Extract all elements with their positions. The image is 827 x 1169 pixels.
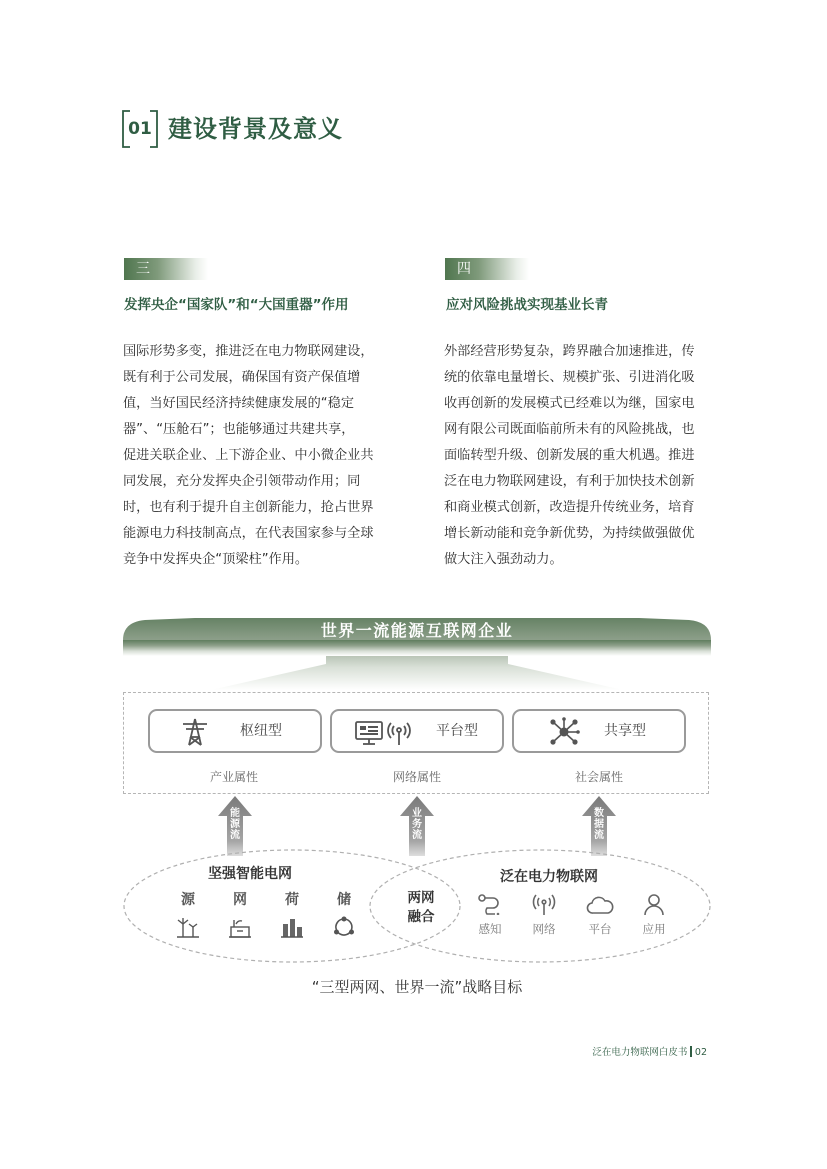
body-line: 泛在电力物联网建设，有利于加快技术创新 bbox=[444, 474, 695, 489]
smart-grid-title: 坚强智能电网 bbox=[208, 866, 292, 882]
wind-turbine-icon bbox=[176, 916, 200, 938]
type-label: 枢纽型 bbox=[240, 723, 282, 739]
body-line: 同发展，充分发挥央企引领带动作用；同 bbox=[123, 474, 361, 489]
cloud-icon bbox=[586, 895, 614, 915]
attribute-label: 产业属性 bbox=[209, 770, 258, 784]
flow-label: 业务流 bbox=[412, 808, 422, 841]
grid-item-label: 网 bbox=[233, 892, 247, 908]
attribute-label: 网络属性 bbox=[392, 770, 441, 784]
body-line: 既有利于公司发展，确保国有资产保值增 bbox=[123, 370, 361, 385]
strategy-goal-caption: “三型两网、世界一流”战略目标 bbox=[311, 978, 523, 996]
grid-item-label: 源 bbox=[181, 892, 195, 908]
type-label: 共享型 bbox=[604, 723, 646, 739]
left-heading: 发挥央企“国家队”和“大国重器”作用 bbox=[124, 297, 349, 313]
grid-item-label: 储 bbox=[337, 892, 351, 908]
type-card-share bbox=[512, 709, 686, 753]
page-footer bbox=[592, 1044, 707, 1058]
body-line: 竞争中发挥央企“顶梁柱”作用。 bbox=[123, 552, 309, 567]
page-number: 02 bbox=[694, 1047, 707, 1058]
type-card-hub bbox=[148, 709, 322, 753]
sensor-icon bbox=[477, 893, 503, 915]
body-line: 增长新动能和竞争新优势，为持续做强做优 bbox=[444, 526, 695, 541]
body-line: 能源电力科技制高点，在代表国家参与全球 bbox=[123, 526, 374, 541]
iot-item-label: 平台 bbox=[588, 922, 612, 936]
network-nodes-icon bbox=[548, 717, 580, 747]
body-line: 做大注入强劲动力。 bbox=[444, 552, 563, 567]
section-number: 01 bbox=[128, 119, 152, 139]
body-line: 促进关联企业、上下游企业、中小微企业共 bbox=[123, 448, 374, 463]
body-line: 收再创新的发展模式已经难以为继，国家电 bbox=[444, 396, 695, 411]
attribute-label: 社会属性 bbox=[574, 770, 623, 784]
badge-label: 三 bbox=[136, 261, 150, 277]
body-line: 统的依靠电量增长、规模扩张、引进消化吸 bbox=[444, 370, 695, 385]
section-title: 建设背景及意义 bbox=[168, 115, 343, 143]
badge-label: 四 bbox=[457, 261, 471, 277]
iot-item-label: 网络 bbox=[532, 922, 556, 936]
monitor-signal-icon bbox=[354, 719, 412, 747]
section-badge-left bbox=[124, 258, 208, 280]
flow-label: 能源流 bbox=[230, 808, 240, 841]
type-label: 平台型 bbox=[436, 723, 478, 739]
body-line: 外部经营形势复杂，跨界融合加速推进，传 bbox=[444, 344, 695, 359]
body-line: 面临转型升级、创新发展的重大机遇。推进 bbox=[444, 448, 695, 463]
body-line: 器”、“压舱石”；也能够通过共建共享， bbox=[123, 422, 355, 437]
grid-item-label: 荷 bbox=[285, 892, 299, 908]
body-line: 值，当好国民经济持续健康发展的“稳定 bbox=[123, 396, 355, 411]
body-line: 时，也有利于提升自主创新能力，抢占世界 bbox=[123, 500, 374, 515]
section-badge-right bbox=[445, 258, 529, 280]
section-header bbox=[122, 110, 462, 152]
body-line: 国际形势多变，推进泛在电力物联网建设， bbox=[123, 344, 374, 359]
body-line: 网有限公司既面临前所未有的风险挑战，也 bbox=[444, 422, 695, 437]
banner-title: 世界一流能源互联网企业 bbox=[320, 621, 514, 640]
footer-doc-title: 泛在电力物联网白皮书 bbox=[592, 1047, 688, 1058]
fusion-label bbox=[391, 889, 451, 927]
factory-icon bbox=[280, 916, 304, 938]
fusion-line: 融合 bbox=[407, 909, 435, 925]
storage-cycle-icon bbox=[332, 916, 356, 938]
type-card-platform bbox=[330, 709, 504, 753]
transmission-tower-icon bbox=[180, 717, 210, 747]
user-icon bbox=[642, 893, 666, 915]
fusion-line: 两网 bbox=[407, 890, 435, 906]
left-body bbox=[123, 339, 385, 573]
iot-item-label: 应用 bbox=[642, 922, 666, 936]
flow-label: 数据流 bbox=[594, 808, 604, 841]
iot-item-label: 感知 bbox=[478, 922, 502, 936]
footer-divider bbox=[690, 1046, 692, 1057]
iot-title: 泛在电力物联网 bbox=[500, 869, 598, 885]
signal-icon bbox=[531, 893, 557, 915]
right-body bbox=[444, 339, 708, 573]
right-heading: 应对风险挑战实现基业长青 bbox=[446, 297, 608, 313]
body-line: 和商业模式创新，改造提升传统业务，培育 bbox=[444, 500, 695, 515]
power-station-icon bbox=[228, 916, 252, 938]
